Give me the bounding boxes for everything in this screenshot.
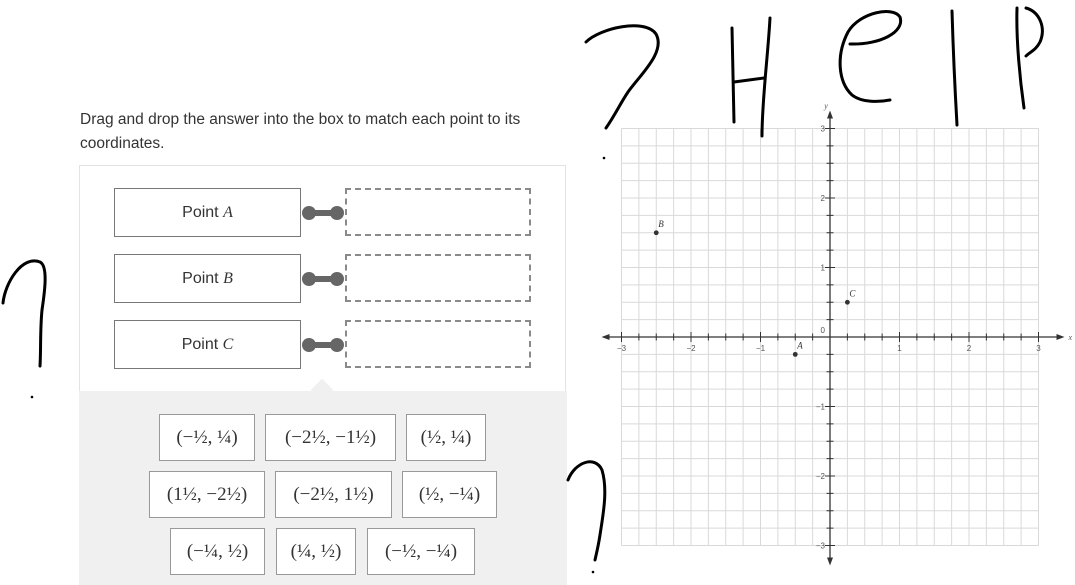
scribble-question-mark	[3, 261, 45, 366]
y-axis-arrow-icon	[827, 111, 833, 119]
point-c-marker	[845, 300, 850, 305]
answer-tile[interactable]: (−½, −¼)	[367, 528, 475, 575]
point-a-label: Point A	[114, 188, 301, 237]
x-tick-label: −2	[686, 344, 696, 353]
y-tick-label: −1	[815, 402, 825, 412]
answer-tile[interactable]: (1½, −2½)	[149, 471, 265, 518]
match-row-a	[114, 188, 532, 238]
point-b-label: B	[658, 218, 664, 229]
answer-tile[interactable]: (−2½, 1½)	[275, 471, 392, 518]
point-b-name: B	[223, 269, 233, 287]
answer-tile[interactable]: (−2½, −1½)	[265, 414, 396, 461]
point-c-name: C	[222, 335, 234, 353]
point-a-name: A	[223, 203, 233, 221]
connector-icon	[301, 271, 345, 287]
point-c-label: C	[849, 288, 856, 299]
y-tick-label: 3	[820, 124, 825, 134]
y-tick-label: −3	[815, 541, 825, 551]
x-axis-arrow-icon	[1057, 334, 1065, 340]
answer-tile[interactable]: (¼, ½)	[276, 528, 356, 575]
scribble-dot	[592, 571, 595, 574]
connector-icon	[301, 337, 345, 353]
match-row-b	[114, 254, 532, 304]
scribble-letter-p-left	[1017, 8, 1024, 108]
axes	[602, 111, 1065, 566]
connector-icon	[301, 205, 345, 221]
scribble-letter-h-bar	[734, 78, 764, 82]
y-tick-label: −2	[815, 472, 825, 481]
x-tick-label: −3	[616, 344, 627, 353]
answer-tile[interactable]: (−¼, ½)	[170, 528, 265, 575]
y-tick-label: 2	[820, 194, 825, 203]
y-tick-label: 1	[820, 263, 825, 273]
x-axis-arrow-icon	[602, 334, 610, 340]
scribble-letter-h-left	[732, 28, 734, 122]
match-row-c	[114, 320, 532, 370]
y-axis-label: y	[824, 101, 828, 111]
point-b-label: Point B	[114, 254, 301, 303]
point-a-label: A	[797, 340, 803, 351]
x-axis-label: x	[1068, 333, 1073, 342]
x-tick-label: −1	[755, 344, 766, 353]
scribble-letter-e	[840, 12, 901, 102]
point-a-marker	[793, 352, 798, 357]
x-tick-label: 3	[1036, 344, 1041, 353]
answer-tile[interactable]: (½, ¼)	[406, 414, 486, 461]
drop-zone-b[interactable]	[345, 254, 531, 302]
origin-label: 0	[820, 326, 825, 335]
x-tick-label: 1	[897, 344, 902, 353]
plotted-points	[654, 219, 857, 357]
scribble-dot	[31, 396, 34, 399]
coordinate-plane	[595, 101, 1075, 560]
drop-zone-c[interactable]	[345, 320, 531, 368]
instructions-text: Drag and drop the answer into the box to match each point to its coordinates.	[80, 111, 521, 152]
point-c-label: Point C	[114, 320, 301, 369]
y-axis-arrow-icon	[827, 558, 833, 566]
x-tick-label: 2	[966, 344, 972, 353]
scribble-letter-p-bowl	[1026, 8, 1042, 56]
drop-zone-a[interactable]	[345, 188, 531, 236]
answer-tile[interactable]: (½, −¼)	[402, 471, 497, 518]
scribble-letter-l	[952, 11, 957, 125]
answer-tile[interactable]: (−½, ¼)	[159, 414, 255, 461]
point-b-marker	[654, 230, 659, 235]
